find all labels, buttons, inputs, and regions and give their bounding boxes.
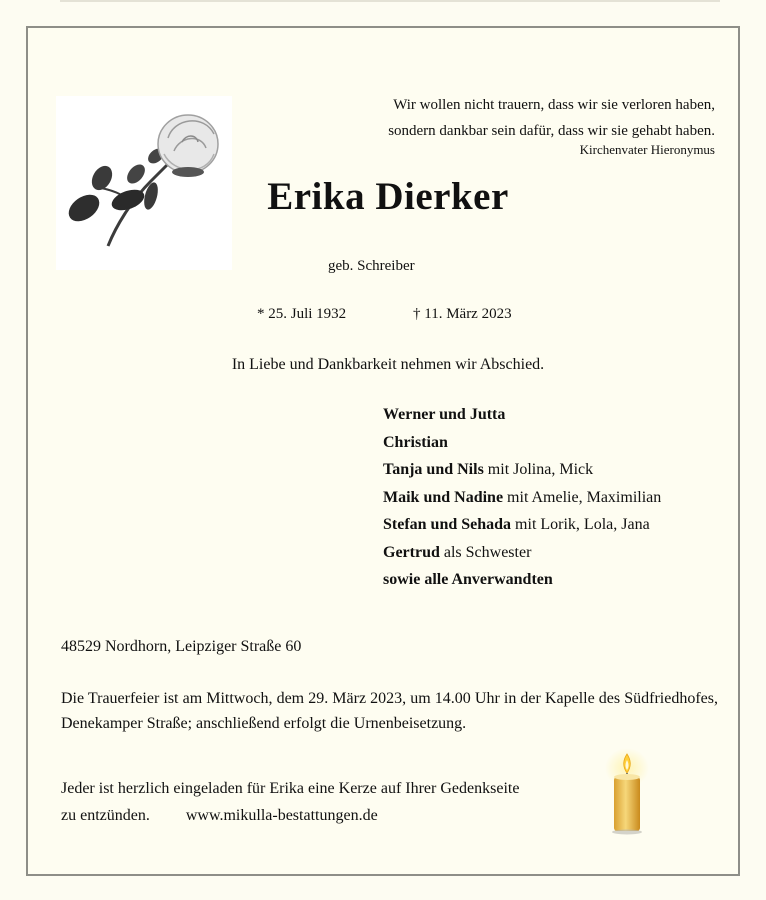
mourner-row: [383, 401, 661, 429]
obituary-card: [26, 26, 740, 876]
quote-author: Kirchenvater Hieronymus: [579, 142, 715, 157]
top-divider: [60, 0, 720, 2]
candle-icon: [602, 746, 652, 836]
mourner-extra: als Schwester: [439, 543, 532, 561]
mourner-names: Tanja und Nils: [383, 461, 484, 478]
quote-line: sondern dankbar sein dafür, dass wir sie gehabt haben.: [388, 123, 715, 139]
ceremony-text: Die Trauerfeier ist am Mittwoch, dem 29. März 2023, um 14.00 Uhr in der Kapelle des Südfriedhofes, Denekamper Straße; anschließend erfolgt die Urnenbeisetzung.: [61, 690, 718, 732]
mourner-names: Gertrud: [383, 543, 440, 561]
mourner-names: Stefan und Sehada: [383, 516, 512, 533]
mourner-names: Maik und Nadine: [383, 488, 504, 506]
mourner-extra: mit Jolina, Mick: [483, 461, 594, 478]
mourner-extra: mit Amelie, Maximilian: [503, 488, 662, 506]
mourner-extra: mit Lorik, Lola, Jana: [511, 516, 650, 533]
quote-line: Wir wollen nicht trauern, dass wir sie verloren haben,: [393, 97, 715, 113]
address: 48529 Nordhorn, Leipziger Straße 60: [61, 638, 302, 655]
mourner-row: [383, 456, 661, 484]
mourner-row: [383, 566, 661, 594]
mourner-names: Werner und Jutta: [383, 406, 506, 423]
mourners-list: [383, 401, 661, 594]
maiden-name: geb. Schreiber: [328, 258, 415, 274]
farewell-text: In Liebe und Dankbarkeit nehmen wir Abschied.: [231, 356, 545, 373]
mourner-names: Christian: [383, 433, 448, 451]
invite-line-end: zu entzünden.: [61, 807, 150, 824]
invite-line: [61, 802, 581, 829]
invite-line: Jeder ist herzlich eingeladen für Erika eine Kerze auf Ihrer Gedenkseite: [61, 780, 520, 797]
website-link[interactable]: www.mikulla-bestattungen.de: [185, 807, 378, 824]
quote: [306, 92, 715, 144]
death-date: † 11. März 2023: [413, 306, 512, 322]
mourner-names: sowie alle Anverwandten: [383, 571, 553, 588]
mourner-row: [383, 539, 661, 567]
mourner-row: [383, 511, 661, 539]
mourner-row: [383, 484, 661, 512]
invite-text: [61, 775, 581, 829]
mourner-row: [383, 429, 661, 457]
birth-date: * 25. Juli 1932: [257, 306, 347, 322]
deceased-name: Erika Dierker: [267, 175, 509, 218]
